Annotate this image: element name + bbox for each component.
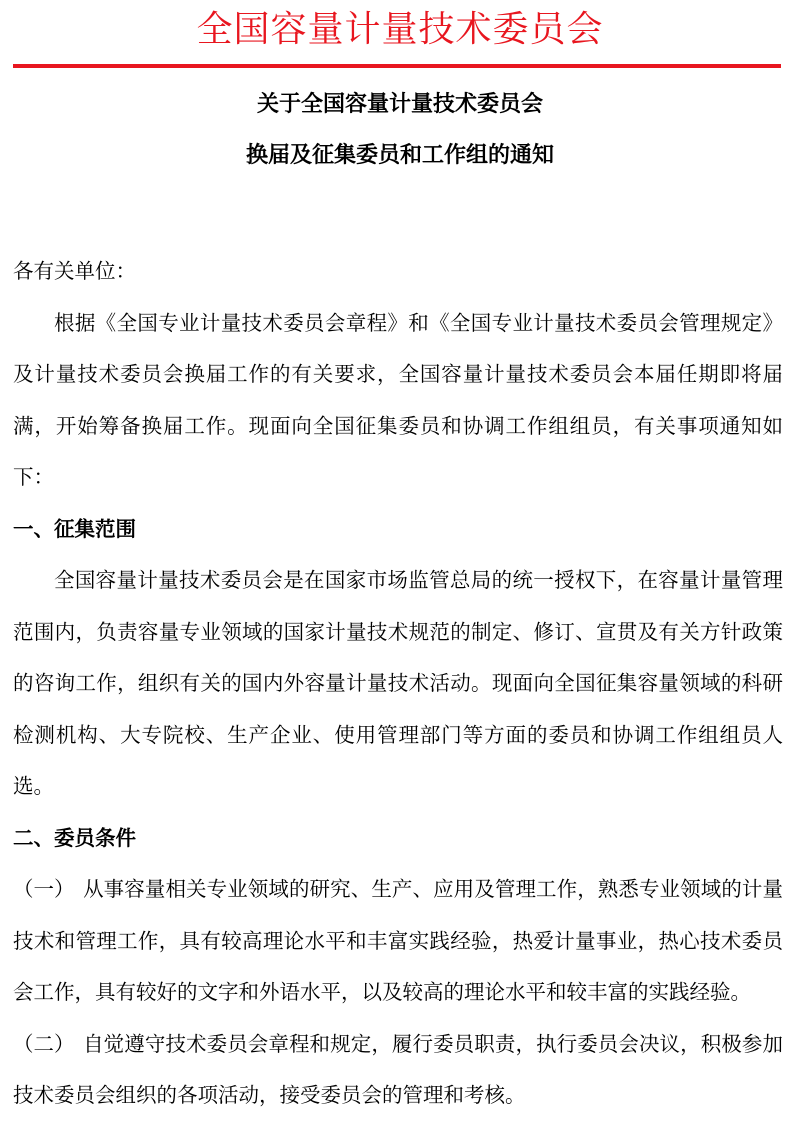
letterhead-red-rule bbox=[13, 64, 781, 68]
section-2-item bbox=[13, 1019, 783, 1122]
document-title-line-2: 换届及征集委员和工作组的通知 bbox=[245, 143, 554, 168]
section-1-paragraph: 全国容量计量技术委员会是在国家市场监管总局的统一授权下，在容量计量管理范围内，负责容量专业领域的国家计量技术规范的制定、修订、宣贯及有关方针政策的咨询工作，组织有关的国内外容量计量技术活动。现面向全国征集容量领域的科研检测机构、大专院校、生产企业、使用管理部门等方面的委员和协调工作组组员人选。 bbox=[13, 568, 783, 798]
document-title-line-1: 关于全国容量计量技术委员会 bbox=[256, 92, 543, 117]
section-2-item bbox=[13, 864, 783, 1019]
item-text: 从事容量相关专业领域的研究、生产、应用及管理工作，熟悉专业领域的计量技术和管理工作，具有较高理论水平和丰富实践经验，热爱计量事业，热心技术委员会工作，具有较好的文字和外语水平，以及较高的理论水平和较丰富的实践经验。 bbox=[13, 877, 783, 1004]
intro-paragraph: 根据《全国专业计量技术委员会章程》和《全国专业计量技术委员会管理规定》及计量技术委员会换届工作的有关要求，全国容量计量技术委员会本届任期即将届满，开始筹备换届工作。现面向全国征集委员和协调工作组组员，有关事项通知如下： bbox=[13, 310, 783, 489]
letterhead-org-name: 全国容量计量技术委员会 bbox=[196, 9, 604, 50]
salutation: 各有关单位： bbox=[13, 259, 136, 283]
item-text: 自觉遵守技术委员会章程和规定，履行委员职责，执行委员会决议，积极参加技术委员会组织的各项活动，接受委员会的管理和考核。 bbox=[13, 1031, 783, 1107]
document-body bbox=[13, 246, 783, 1122]
item-number: （二） bbox=[13, 1031, 75, 1056]
item-number: （一） bbox=[13, 877, 75, 901]
section-2-heading: 二、委员条件 bbox=[13, 825, 136, 850]
section-1-heading: 一、征集范围 bbox=[13, 516, 136, 541]
